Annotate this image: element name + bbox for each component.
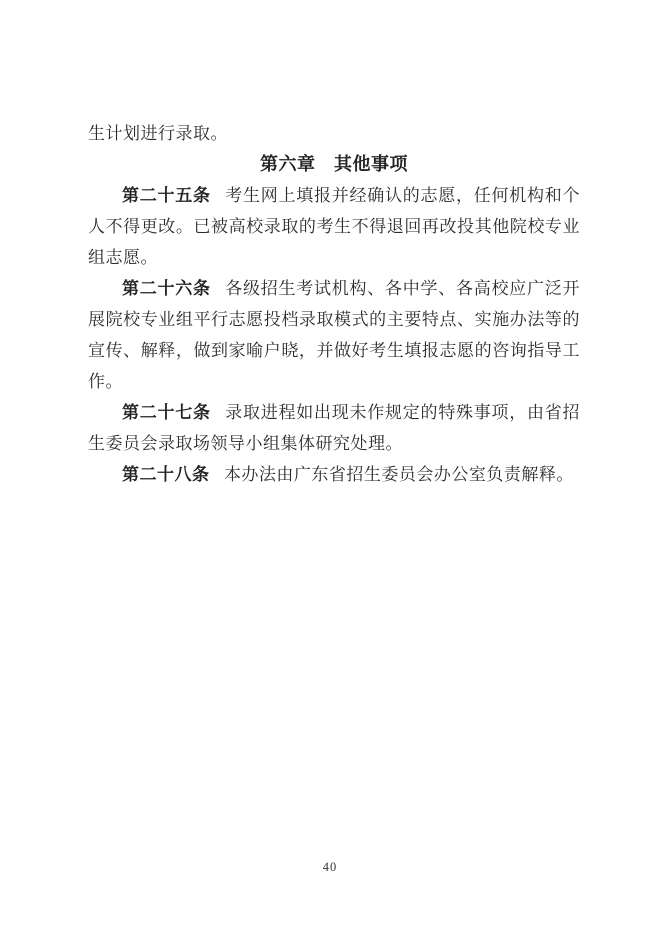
article-term: 第二十七条 bbox=[122, 403, 211, 422]
article-term: 第二十八条 bbox=[122, 465, 210, 484]
article-paragraph-25 bbox=[88, 180, 580, 273]
article-term: 第二十六条 bbox=[122, 279, 211, 298]
article-text: 录取进程如出现未作规定的特殊事项，由省招生委员会录取场领导小组集体研究处理。 bbox=[88, 403, 581, 453]
article-term: 第二十五条 bbox=[122, 186, 211, 205]
article-text: 本办法由广东省招生委员会办公室负责解释。 bbox=[223, 465, 574, 484]
article-paragraph-26 bbox=[88, 273, 580, 397]
chapter-heading: 第六章 其他事项 bbox=[260, 154, 408, 174]
paragraph-continuation: 生计划进行录取。 bbox=[88, 124, 228, 143]
article-paragraph-28 bbox=[88, 459, 580, 490]
page-number: 40 bbox=[322, 860, 338, 874]
document-body bbox=[88, 118, 580, 490]
article-text: 各级招生考试机构、各中学、各高校应广泛开展院校专业组平行志愿投档录取模式的主要特点、实施办法等的宣传、解释，做到家喻户晓，并做好考生填报志愿的咨询指导工作。 bbox=[88, 279, 581, 391]
article-paragraph-27 bbox=[88, 397, 580, 459]
article-text: 考生网上填报并经确认的志愿，任何机构和个人不得更改。已被高校录取的考生不得退回再改投其他院校专业组志愿。 bbox=[88, 186, 581, 267]
